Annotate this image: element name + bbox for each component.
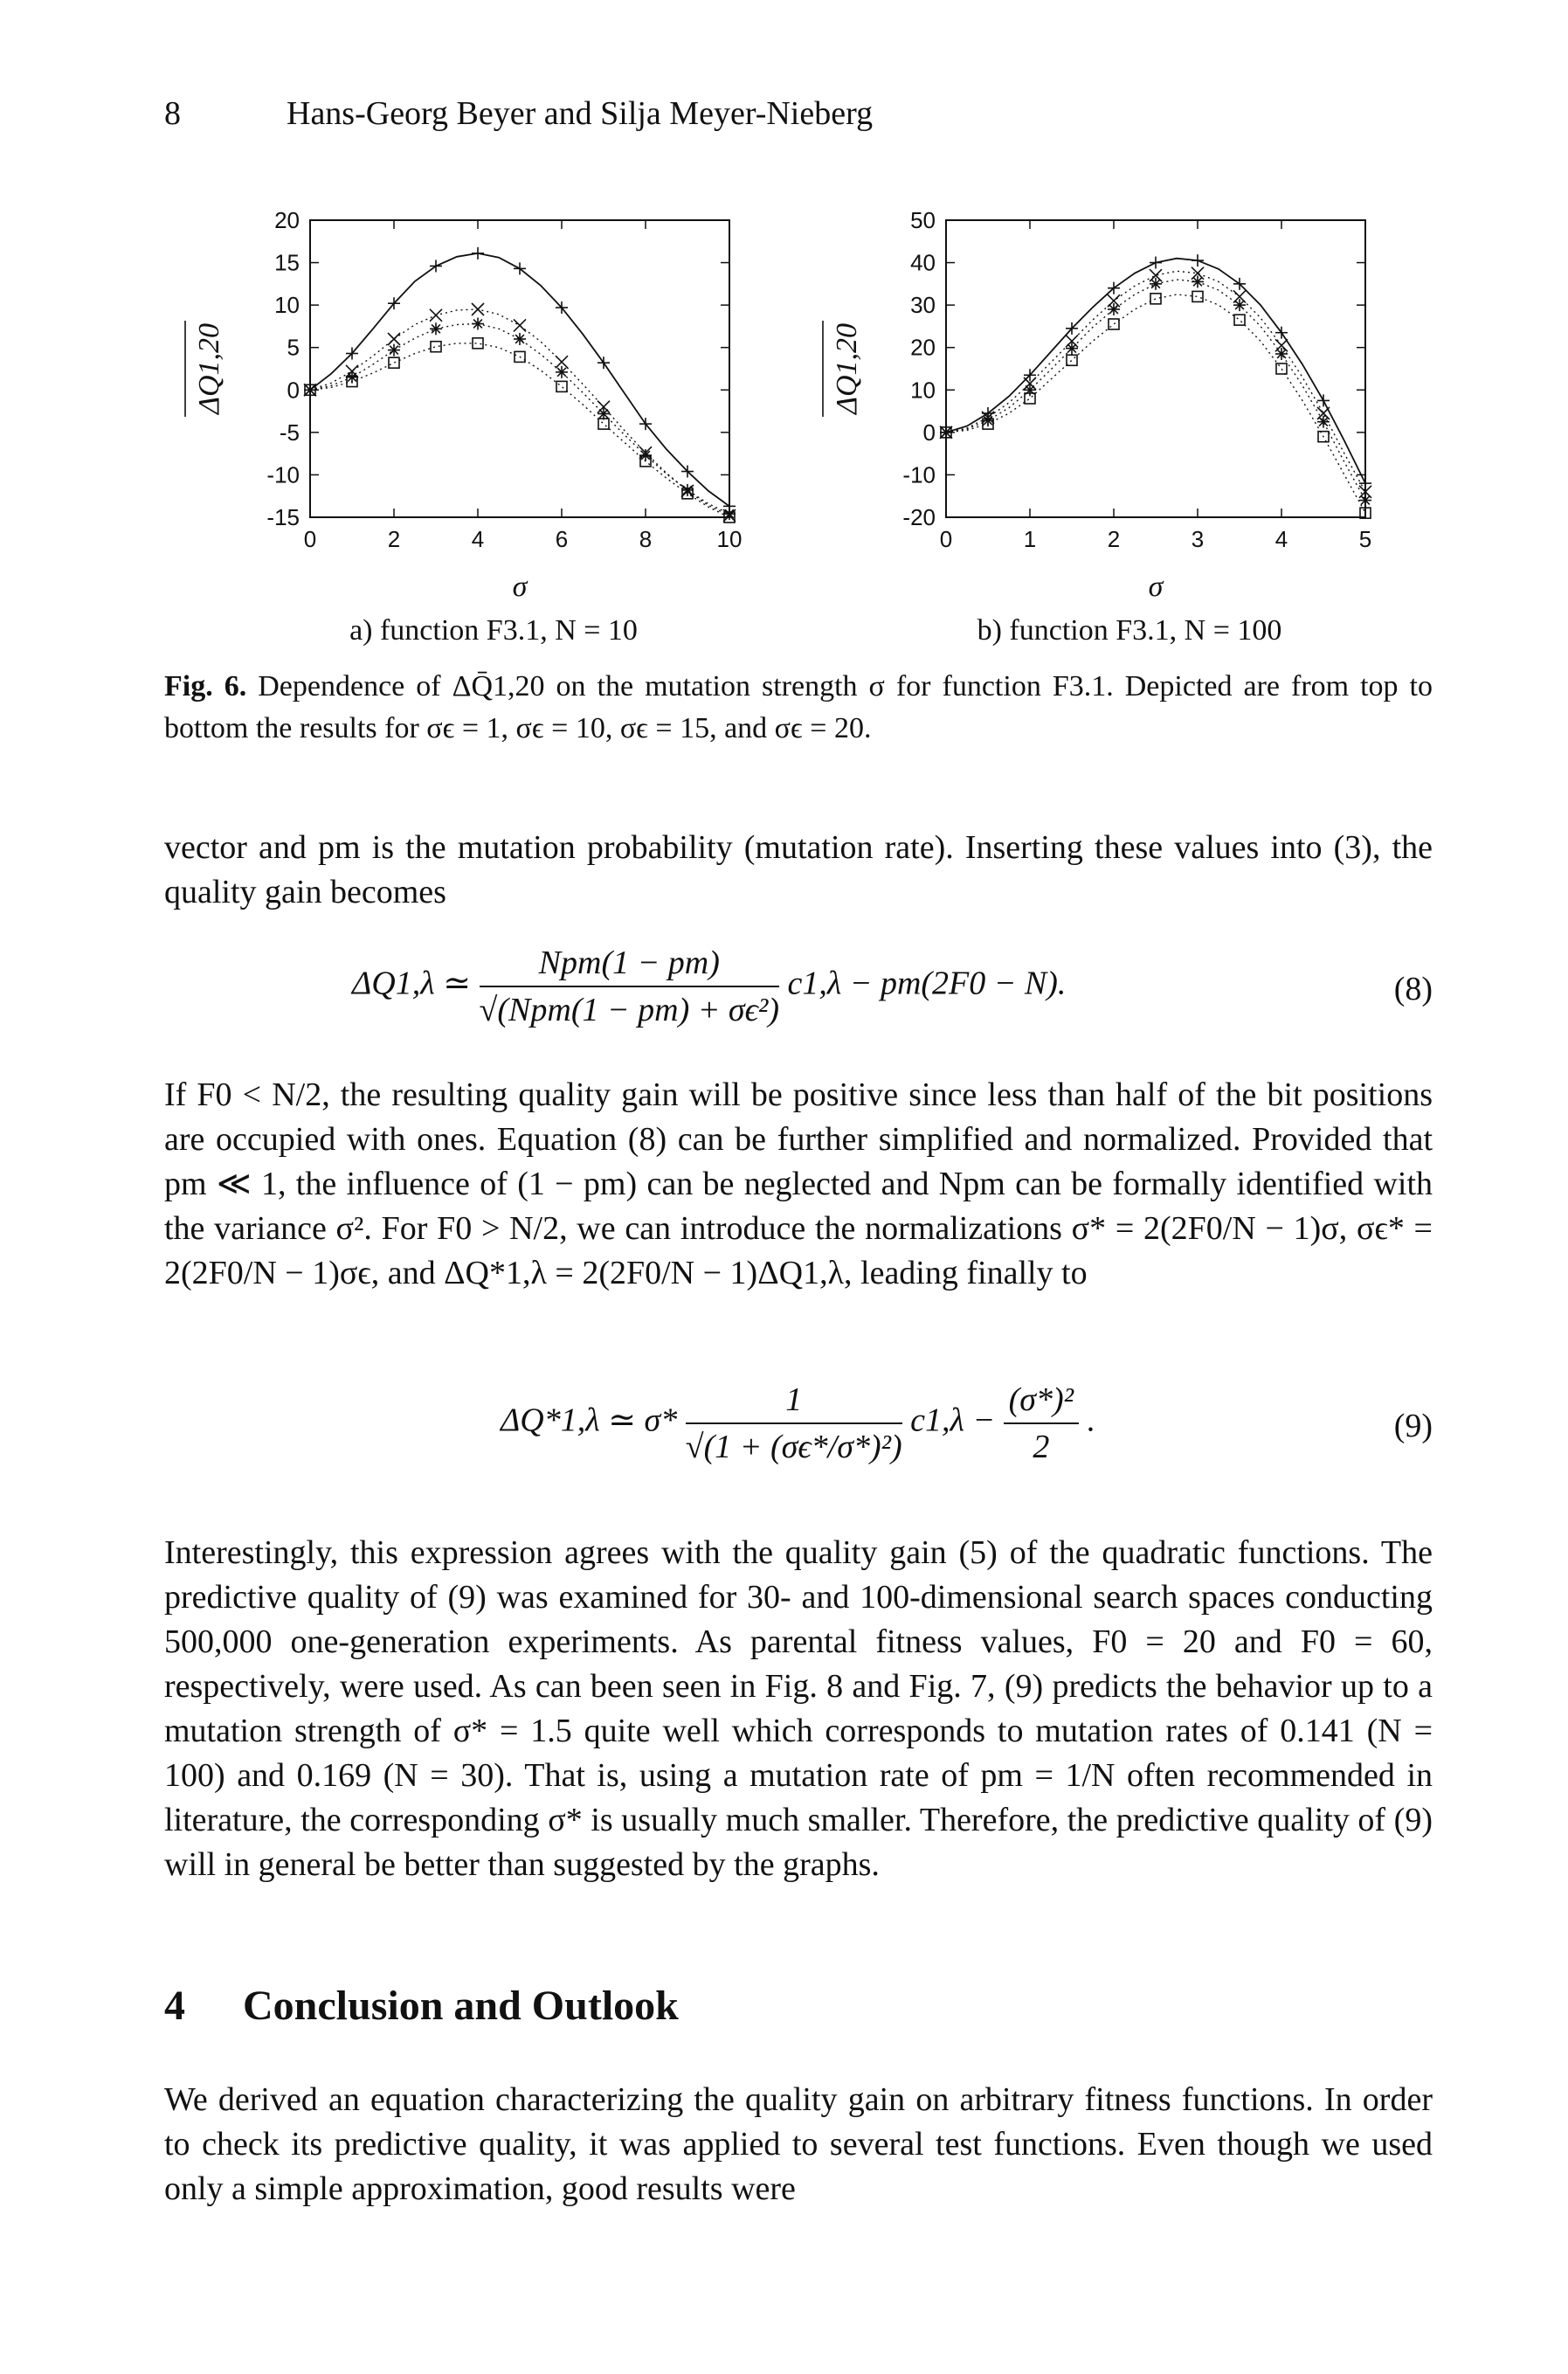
figure-6 [166, 197, 1433, 651]
eq8-fraction [480, 944, 779, 1029]
section-heading [164, 1982, 679, 2030]
eq9-end: . [1087, 1402, 1096, 1439]
y-tick-label: 20 [274, 207, 300, 233]
data-point [1233, 299, 1246, 311]
eq8-numerator: Npm(1 − pm) [480, 944, 779, 987]
series-line-0-0 [310, 253, 729, 507]
running-head [164, 94, 873, 133]
data-point [1275, 327, 1288, 339]
x-tick-label: 1 [1023, 526, 1037, 552]
x-tick-label: 2 [387, 526, 401, 552]
eq9-frac-numerator: (σ*)² [1004, 1381, 1079, 1424]
paragraph-2: If F0 < N/2, the resulting quality gain will be positive since less than half of the bit positions are occupied with ones. Equation (8) can be further simplified and normalized. Provided that pm ≪ 1, the influence of (1 − pm) can be neglected and Npm can be formally identified with the variance σ². For F0 > N/2, we can introduce the normalizations σ* = 2(2F0/N − 1)σ, σϵ* = 2(2F0/N − 1)σϵ, and ΔQ*1,λ = 2(2F0/N − 1)ΔQ1,λ, leading finally to [164, 1076, 1433, 1291]
eq9-fraction-2 [1004, 1381, 1079, 1466]
eq8-denominator: √(Npm(1 − pm) + σϵ²) [479, 992, 779, 1028]
data-point [1234, 315, 1245, 325]
y-axis-label: ΔQ1,20 [831, 322, 863, 415]
x-tick-label: 8 [639, 526, 653, 552]
data-point [472, 303, 484, 315]
page-number: 8 [164, 95, 181, 132]
data-point [982, 414, 994, 426]
data-point [1275, 348, 1288, 360]
data-point [388, 344, 400, 356]
y-tick-label: 0 [922, 419, 936, 446]
data-point [430, 309, 442, 322]
series-line-0-3 [310, 343, 729, 517]
subfigure-caption: b) function F3.1, N = 100 [977, 614, 1282, 647]
y-tick-label: 20 [910, 334, 936, 361]
x-tick-label: 6 [555, 526, 569, 552]
y-tick-label: -10 [902, 461, 936, 488]
y-tick-label: -15 [266, 504, 300, 530]
y-tick-label: 30 [910, 292, 936, 319]
data-point [1108, 303, 1120, 315]
x-tick-label: 4 [1274, 526, 1288, 552]
data-point [556, 366, 568, 378]
series-line-1-2 [946, 280, 1365, 501]
x-tick-label: 5 [1358, 526, 1372, 552]
subfigure-caption: a) function F3.1, N = 10 [349, 614, 638, 647]
y-tick-label: 40 [910, 249, 936, 276]
y-tick-label: 50 [910, 207, 936, 233]
y-tick-label: -5 [279, 419, 300, 446]
data-point [1317, 416, 1330, 428]
data-point [430, 260, 442, 272]
data-point [1192, 291, 1203, 301]
series-line-1-0 [946, 259, 1365, 483]
figure-caption [164, 666, 1433, 750]
x-tick-label: 3 [1191, 526, 1205, 552]
section-title: Conclusion and Outlook [243, 1983, 679, 2029]
data-point [1066, 343, 1078, 355]
paragraph-3: Interestingly, this expression agrees with the quality gain (5) of the quadratic functions. The predictive quality of (9) was examined for 30- and 100-dimensional search spaces conducting 500,000 one-generation experiments. As parental fitness values, F0 = 20 and F0 = 60, respectively, were used. As can been seen in Fig. 8 and Fig. 7, (9) predicts the behavior up to a mutation strength of σ* = 1.5 quite well which corresponds to mutation rates of 0.141 (N = 100) and 0.169 (N = 30). That is, using a mutation rate of pm = 1/N often recommended in literature, the corresponding σ* is usually much smaller. Therefore, the predictive quality of (9) will in general be better than suggested by the graphs. [164, 1534, 1433, 1883]
data-point [556, 381, 567, 391]
data-point [514, 333, 526, 345]
data-point [723, 508, 736, 520]
x-axis-label: σ [512, 571, 528, 603]
data-point [1109, 319, 1119, 329]
data-point [1317, 394, 1330, 406]
caption-text: Dependence of ΔQ̄1,20 on the mutation strength σ for function F3.1. Depicted are from top to bottom the results for σϵ = 1, σϵ = 10, σϵ = 15, and σϵ = 20. [164, 670, 1433, 744]
x-tick-label: 2 [1107, 526, 1121, 552]
data-point [597, 356, 610, 369]
caption-label: Fig. 6. [164, 670, 247, 703]
data-point [389, 357, 399, 368]
eq8-label: (8) [1393, 971, 1433, 1007]
series-line-1-3 [946, 294, 1365, 513]
y-tick-label: 10 [274, 292, 300, 319]
y-tick-label: 0 [287, 377, 300, 404]
equation-9 [164, 1381, 1433, 1485]
eq9-frac-denominator: 2 [1033, 1429, 1050, 1465]
x-tick-label: 4 [471, 526, 485, 552]
eq9-fraction [686, 1381, 902, 1466]
data-point [473, 338, 483, 349]
x-tick-label: 0 [939, 526, 953, 552]
data-point [1192, 254, 1204, 266]
data-point [514, 319, 526, 331]
x-tick-label: 0 [303, 526, 317, 552]
data-point [472, 247, 484, 260]
section-number: 4 [164, 1983, 185, 2029]
paragraph-1: vector and pm is the mutation probability (mutation rate). Inserting these values into (3), the quality gain becomes [164, 829, 1433, 910]
x-axis-label: σ [1148, 571, 1164, 603]
data-point [598, 419, 609, 429]
data-point [1150, 294, 1161, 304]
data-point [388, 333, 400, 345]
eq8-rhs: c1,λ − pm(2F0 − N). [787, 965, 1067, 1002]
y-tick-label: 15 [274, 249, 300, 276]
y-tick-label: 5 [287, 334, 300, 361]
data-point [430, 322, 442, 335]
eq9-denominator: √(1 + (σϵ*/σ*)²) [685, 1429, 902, 1465]
eq9-label: (9) [1393, 1408, 1433, 1444]
data-point [1276, 363, 1287, 374]
x-tick-label: 10 [716, 526, 743, 552]
data-point [1150, 278, 1162, 290]
data-point [1192, 275, 1204, 287]
eq9-mid: c1,λ − [910, 1402, 996, 1439]
figure-svg [166, 197, 1433, 651]
authors: Hans-Georg Beyer and Silja Meyer-Nieberg [287, 95, 874, 132]
paragraph-4: We derived an equation characterizing the quality gain on arbitrary fitness functions. In order to check its predictive quality, it was applied to several test functions. Even though we used only a simple approximation, good results were [164, 2081, 1433, 2207]
y-tick-label: -20 [902, 504, 936, 530]
equation-8 [164, 944, 1433, 1040]
data-point [1024, 384, 1036, 396]
data-point [472, 318, 484, 330]
data-point [1067, 355, 1077, 365]
eq9-numerator: 1 [686, 1381, 902, 1424]
y-tick-label: -10 [266, 461, 300, 488]
y-tick-label: 10 [910, 377, 936, 404]
data-point [1150, 257, 1162, 269]
eq8-lhs: ΔQ1,λ ≃ [352, 965, 472, 1002]
eq9-lhs: ΔQ*1,λ ≃ σ* [501, 1402, 678, 1439]
y-axis-label: ΔQ1,20 [193, 322, 225, 415]
